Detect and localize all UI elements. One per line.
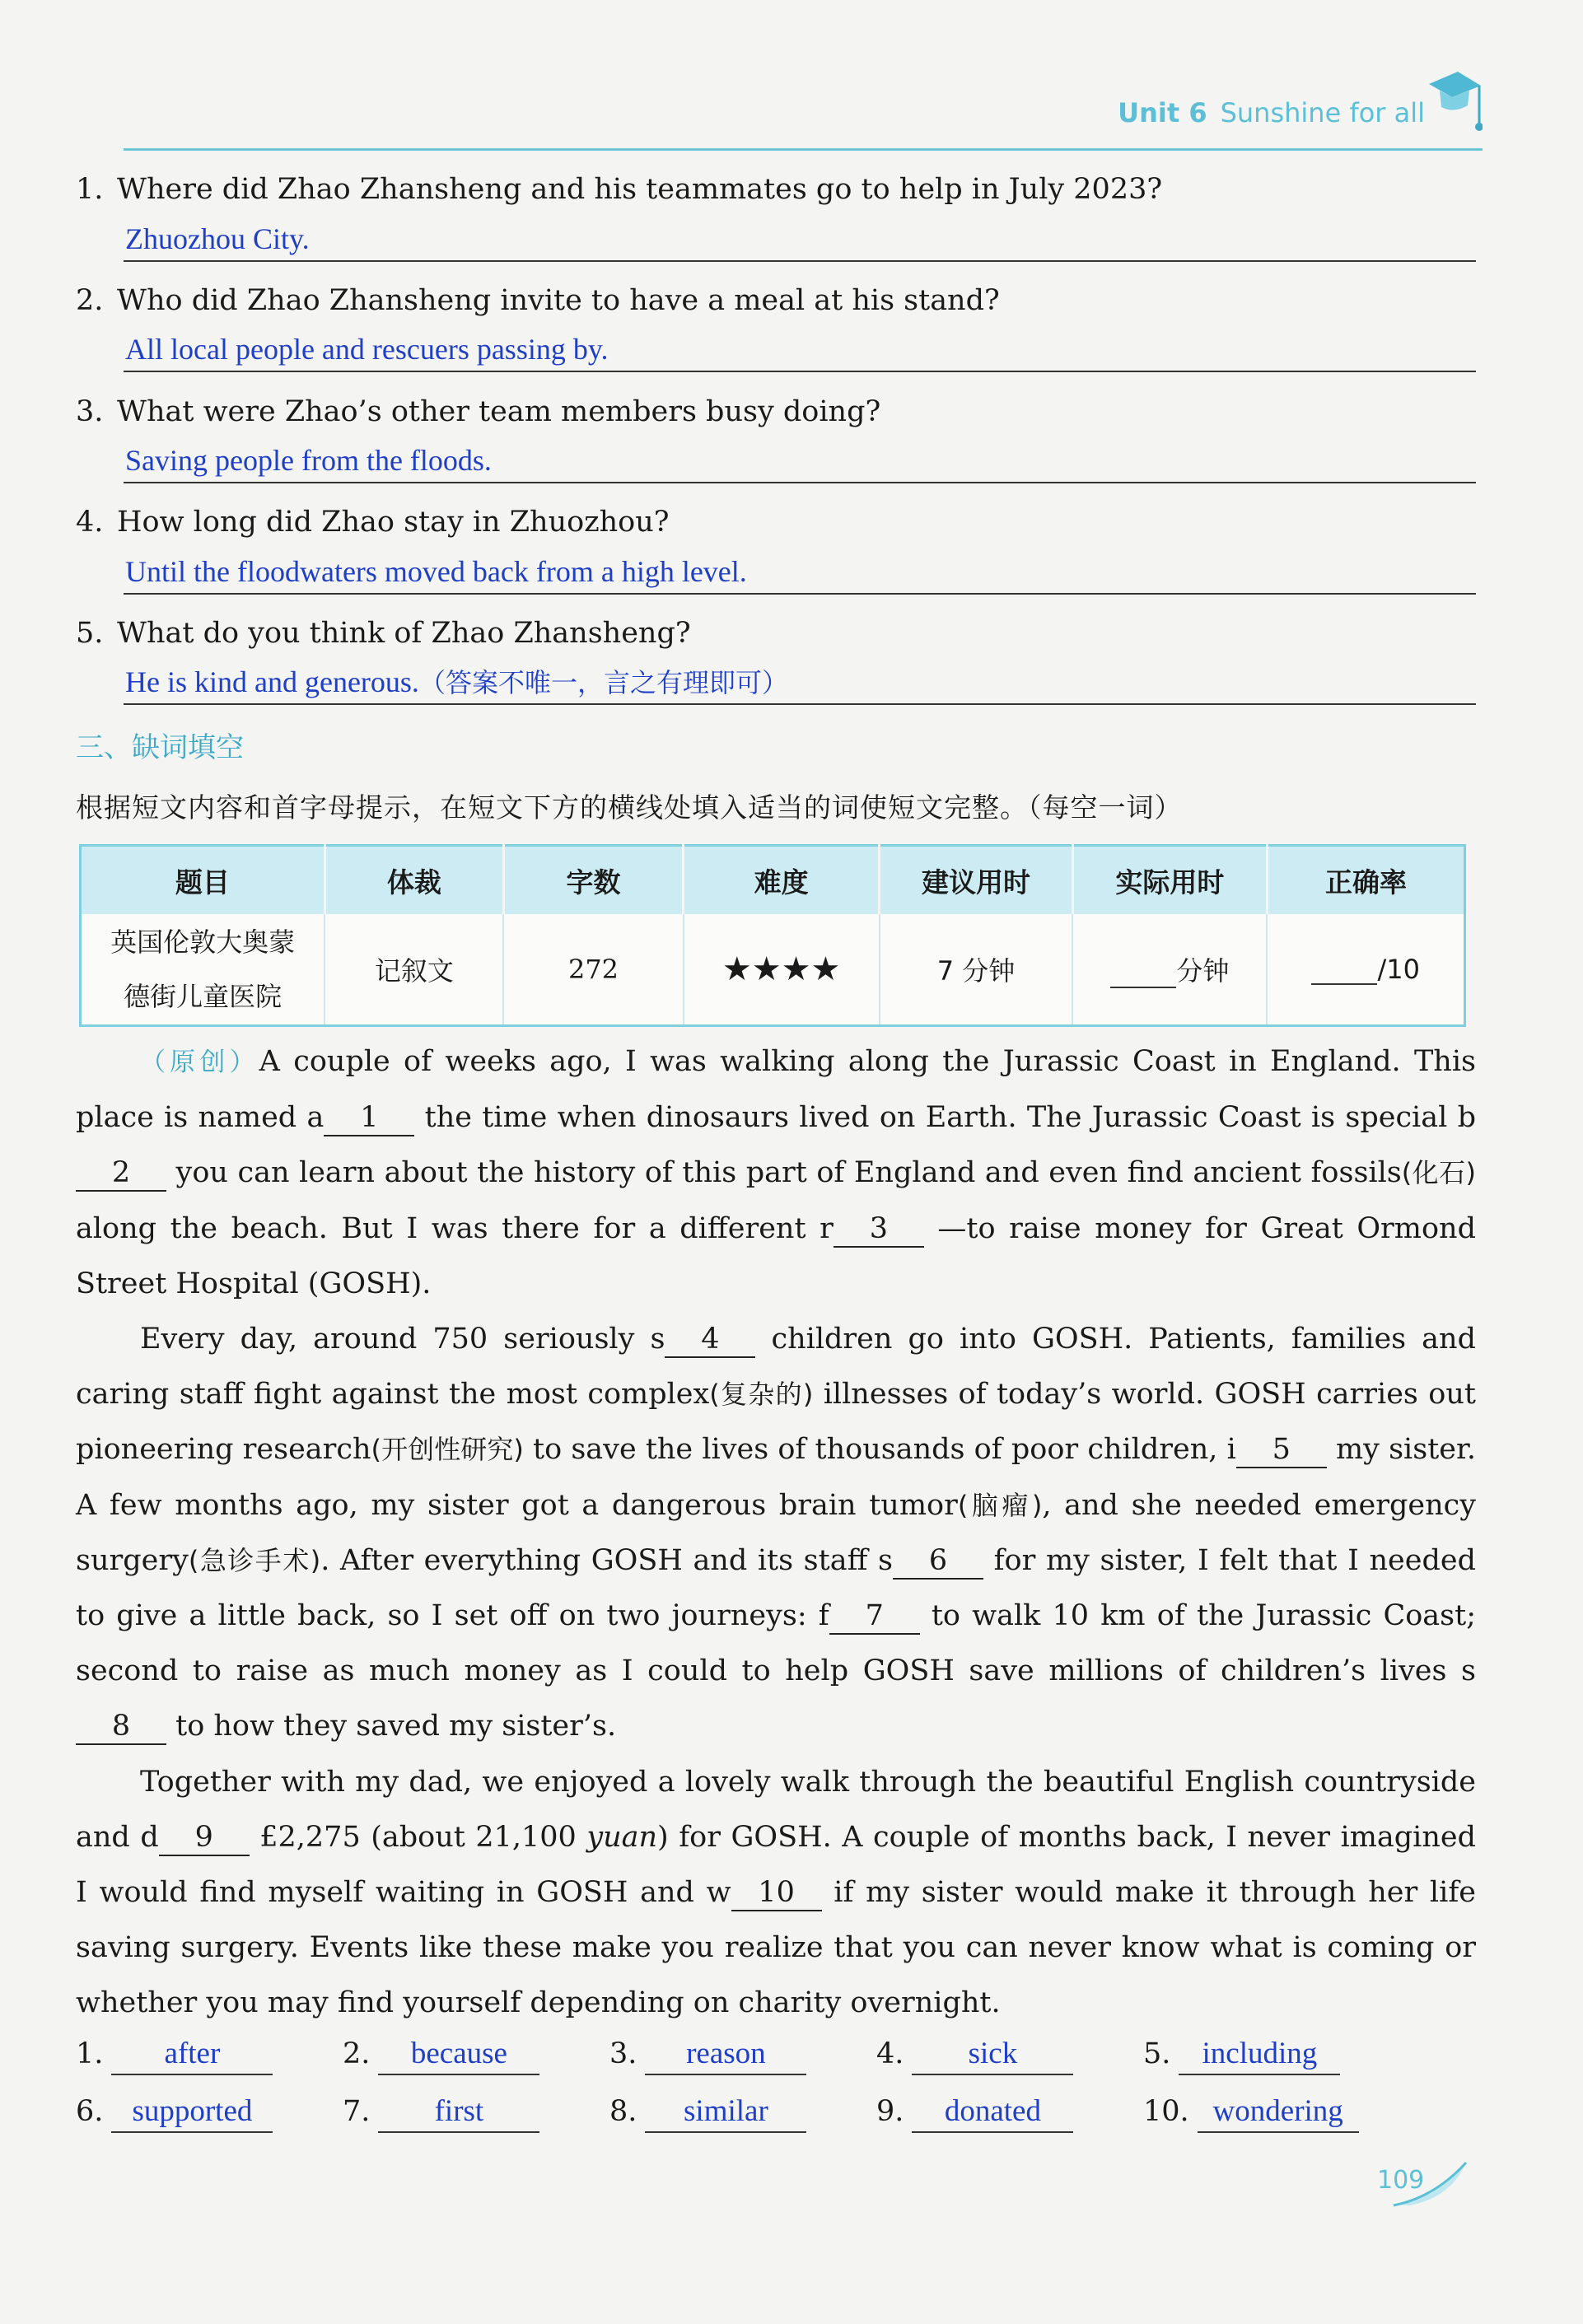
passage-paragraph-1: （原创）A couple of weeks ago, I was walking along the Jurassic Coast in England. This place is named a 1 the time when dinosaurs lived on Earth. The Jurassic Coast is special b2 you can learn about the history of this part of England and even find ancient fossils(化石) along the beach. But I was there for a different r 3 —to raise money for Great Ormond Street Hospital (GOSH). xyxy=(76,1045,1477,1300)
genre-cell: 记叙文 xyxy=(325,914,503,1026)
blank-7[interactable]: 7 xyxy=(829,1598,920,1635)
answer-item[interactable]: 3. reason xyxy=(609,2034,806,2075)
blank-10[interactable]: 10 xyxy=(731,1875,822,1911)
unit-heading xyxy=(1118,97,1425,128)
header-cell: 字数 xyxy=(503,846,683,915)
answer-line-1[interactable]: Zhuozhou City. xyxy=(124,221,1476,262)
passage-paragraph-3: Together with my dad, we enjoyed a lovely walk through the beautiful English countryside and d 9 £2,275 (about 21,100 yuan) for GOSH. A couple of months back, I never imagined I would find myself waiting in GOSH and w 10 if my sister would make it through her life saving surgery. Events like these make you realize that you can never know what is coming or whether you may find yourself depending on charity overnight. xyxy=(76,1765,1477,2020)
unit-title: Sunshine for all xyxy=(1220,97,1425,128)
blank-1[interactable]: 1 xyxy=(324,1100,414,1136)
graduation-cap-icon xyxy=(1425,68,1483,142)
answer-line-3[interactable]: Saving people from the floods. xyxy=(124,442,1476,483)
question-5: 5. What do you think of Zhao Zhansheng? xyxy=(76,617,691,650)
blank-2[interactable]: 2 xyxy=(76,1155,166,1192)
answer-item[interactable]: 10. wondering xyxy=(1143,2092,1359,2133)
blank-8[interactable]: 8 xyxy=(76,1709,166,1745)
blank-9[interactable]: 9 xyxy=(159,1820,250,1856)
topic-cell: 英国伦敦大奥蒙 德街儿童医院 xyxy=(81,914,325,1026)
answer-line-5[interactable]: He is kind and generous.（答案不唯一，言之有理即可） xyxy=(124,664,1476,705)
passage xyxy=(76,1034,1476,2032)
section-instruction: 根据短文内容和首字母提示，在短文下方的横线处填入适当的词使短文完整。（每空一词） xyxy=(76,791,1183,824)
suggested-time-cell: 7 分钟 xyxy=(880,914,1073,1026)
header-cell: 难度 xyxy=(684,846,880,915)
source-tag: （原创） xyxy=(140,1048,259,1077)
answer-item[interactable]: 1. after xyxy=(76,2034,273,2075)
question-text: Where did Zhao Zhansheng and his teammates go to help in July 2023? xyxy=(117,173,1163,206)
unit-label: Unit 6 xyxy=(1118,97,1207,128)
question-2: 2. Who did Zhao Zhansheng invite to have a meal at his stand? xyxy=(76,284,1000,317)
answer-item[interactable]: 9. donated xyxy=(876,2092,1073,2133)
info-table-row xyxy=(81,914,1465,1026)
blank-5[interactable]: 5 xyxy=(1236,1432,1327,1468)
question-1: 1. Where did Zhao Zhansheng and his teammates go to help in July 2023? xyxy=(76,173,1163,206)
info-table-header-row xyxy=(81,846,1465,915)
word-count-cell: 272 xyxy=(503,914,683,1026)
page-header xyxy=(124,82,1483,151)
passage-paragraph-2: Every day, around 750 seriously s 4 children go into GOSH. Patients, families and caring staff fight against the most complex(复杂的) illnesses of today’s world. GOSH carries out pioneering research(开创性研究) to save the lives of thousands of poor children, i 5 my sister. A few months ago, my sister got a dangerous brain tumor(脑瘤), and she needed emergency surgery(急诊手术). After everything GOSH and its staff s 6 for my sister, I felt that I needed to give a little back, so I set off on two journeys: f 7 to walk 10 km of the Jurassic Coast; second to raise as much money as I could to help GOSH save millions of children’s lives s8 to how they saved my sister’s. xyxy=(76,1312,1476,1755)
answer-item[interactable]: 7. first xyxy=(343,2092,539,2133)
header-cell: 建议用时 xyxy=(880,846,1073,915)
blank-6[interactable]: 6 xyxy=(893,1543,983,1580)
header-cell: 体裁 xyxy=(325,846,503,915)
header-cell: 正确率 xyxy=(1267,846,1464,915)
answer-item[interactable]: 8. similar xyxy=(609,2092,806,2133)
accuracy-blank[interactable] xyxy=(1311,959,1377,985)
question-4: 4. How long did Zhao stay in Zhuozhou? xyxy=(76,506,670,539)
answer-note: （答案不唯一，言之有理即可） xyxy=(418,667,788,698)
section-title: 三、缺词填空 xyxy=(76,731,244,764)
question-text: What do you think of Zhao Zhansheng? xyxy=(117,617,691,650)
answer-row-1 xyxy=(76,2034,1476,2092)
answer-item[interactable]: 5. including xyxy=(1143,2034,1340,2075)
answer-key xyxy=(76,2034,1476,2149)
question-text: Who did Zhao Zhansheng invite to have a meal at his stand? xyxy=(117,284,1000,317)
header-cell: 题目 xyxy=(81,846,325,915)
answer-item[interactable]: 6. supported xyxy=(76,2092,273,2133)
blank-4[interactable]: 4 xyxy=(665,1322,755,1358)
header-cell: 实际用时 xyxy=(1072,846,1267,915)
answer-row-2 xyxy=(76,2092,1476,2149)
answer-line-2[interactable]: All local people and rescuers passing by. xyxy=(124,331,1476,372)
info-table xyxy=(79,844,1466,1027)
actual-time-blank[interactable] xyxy=(1110,962,1176,988)
question-3: 3. What were Zhao’s other team members busy doing? xyxy=(76,395,881,428)
difficulty-cell: ★★★★ xyxy=(684,914,880,1026)
blank-3[interactable]: 3 xyxy=(834,1211,924,1248)
accuracy-cell[interactable]: /10 xyxy=(1267,914,1464,1026)
answer-item[interactable]: 4. sick xyxy=(876,2034,1073,2075)
actual-time-cell[interactable]: 分钟 xyxy=(1072,914,1267,1026)
question-text: How long did Zhao stay in Zhuozhou? xyxy=(117,506,670,539)
page-number: 109 xyxy=(1377,2166,1425,2195)
question-text: What were Zhao’s other team members busy doing? xyxy=(117,395,881,428)
answer-line-4[interactable]: Until the floodwaters moved back from a high level. xyxy=(124,553,1476,595)
answer-item[interactable]: 2. because xyxy=(343,2034,539,2075)
